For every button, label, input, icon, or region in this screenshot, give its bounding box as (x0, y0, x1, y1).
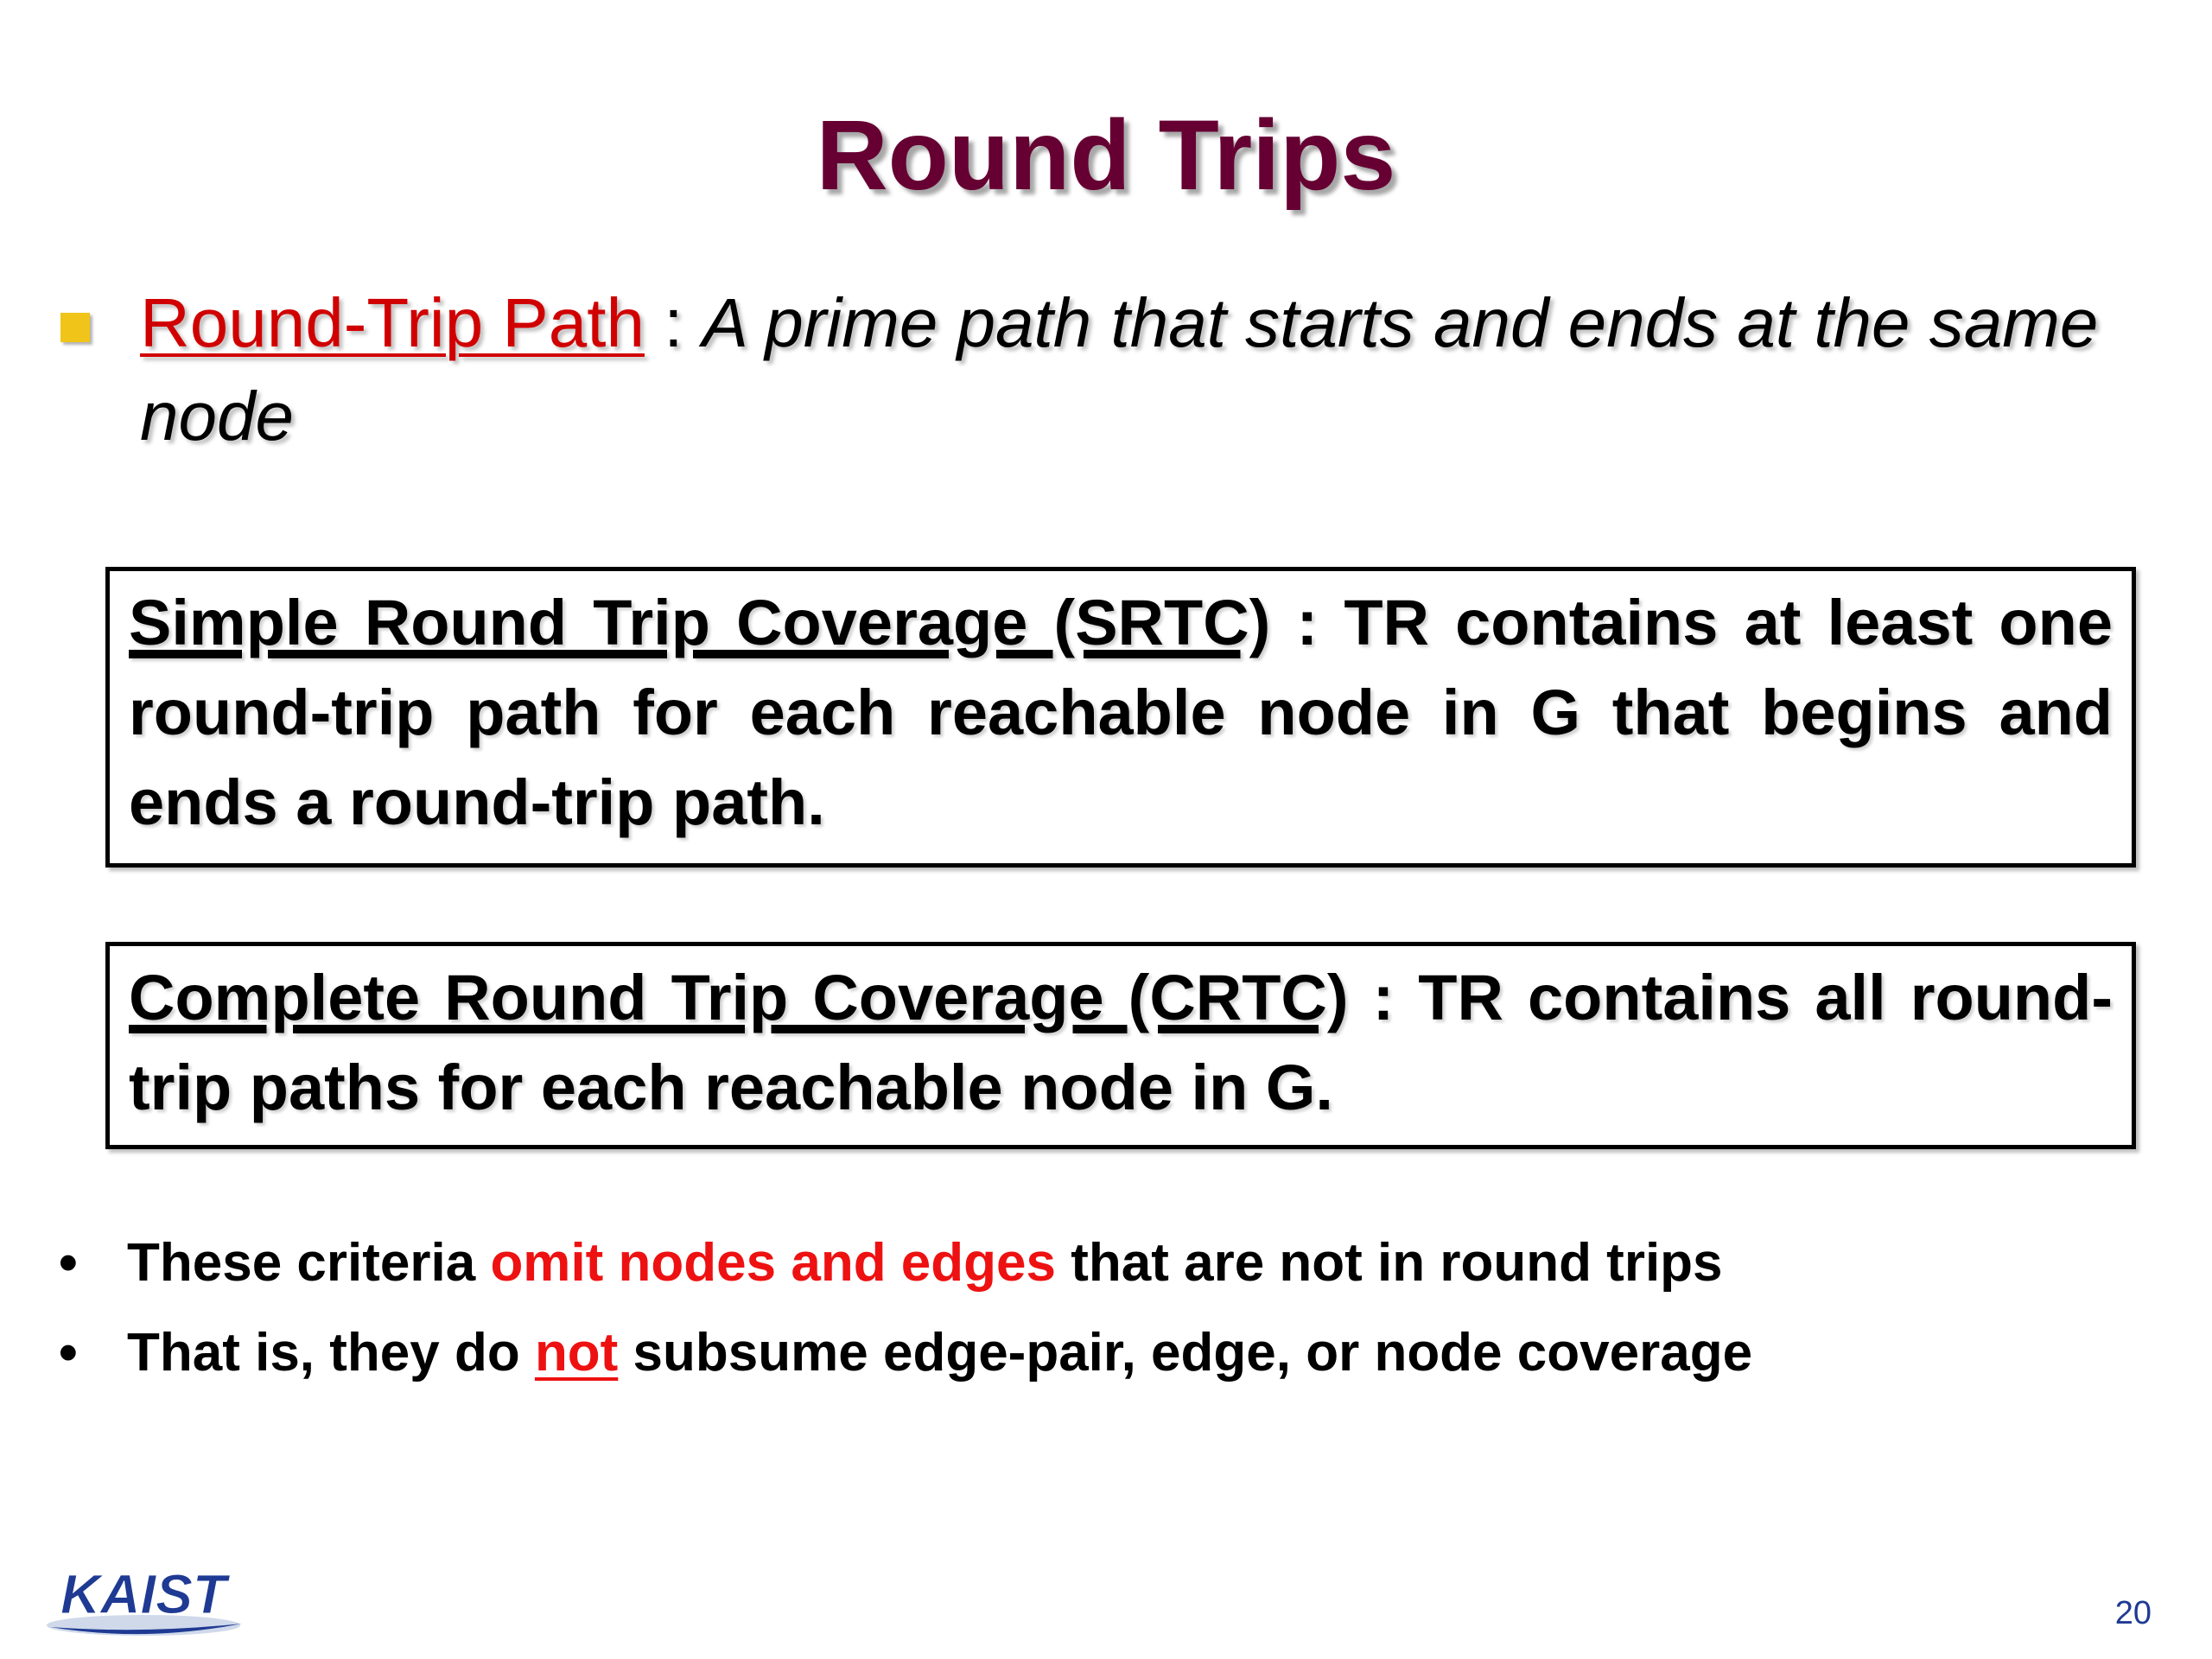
crtc-definition-box (105, 942, 2136, 1149)
round-bullet-icon: • (59, 1233, 78, 1293)
note1-after: that are not in round trips (1055, 1233, 1723, 1293)
definition-bullet (60, 276, 2117, 463)
crtc-term: Complete Round Trip Coverage (CRTC) (129, 962, 1349, 1033)
note1-before: These criteria (127, 1233, 491, 1293)
definition-term: Round-Trip Path (140, 284, 645, 361)
slide-title: Round Trips (816, 100, 1396, 211)
crtc-description: TR contains all round-trip paths for each reachable node in G. (129, 962, 2113, 1123)
notes-list (54, 1218, 2127, 1398)
note2-highlight: not (534, 1323, 619, 1382)
round-bullet-icon: • (59, 1323, 78, 1382)
note-item (54, 1218, 2127, 1308)
note2-after: subsume edge-pair, edge, or node coverage (618, 1323, 1753, 1382)
note-item (54, 1308, 2127, 1398)
srtc-term: Simple Round Trip Coverage (SRTC) (129, 587, 1271, 658)
definition-separator: : (644, 284, 702, 361)
srtc-definition-box (105, 567, 2136, 868)
square-bullet-icon (60, 313, 90, 342)
page-number: 20 (2114, 1595, 2152, 1631)
definition-description: A prime path that starts and ends at the same node (140, 284, 2099, 454)
note1-highlight: omit nodes and edges (490, 1233, 1056, 1293)
crtc-separator: : (1348, 962, 1419, 1033)
crtc-content (129, 953, 2113, 1133)
srtc-description: TR contains at least one round-trip path for each reachable node in G that begins and ends a round-trip path. (129, 587, 2113, 838)
srtc-separator: : (1270, 587, 1344, 658)
logo-text: KAIST (60, 1563, 226, 1625)
kaist-logo (41, 1560, 249, 1646)
definition-text (140, 276, 2117, 463)
note2-before: That is, they do (127, 1323, 535, 1382)
srtc-content (129, 578, 2113, 848)
